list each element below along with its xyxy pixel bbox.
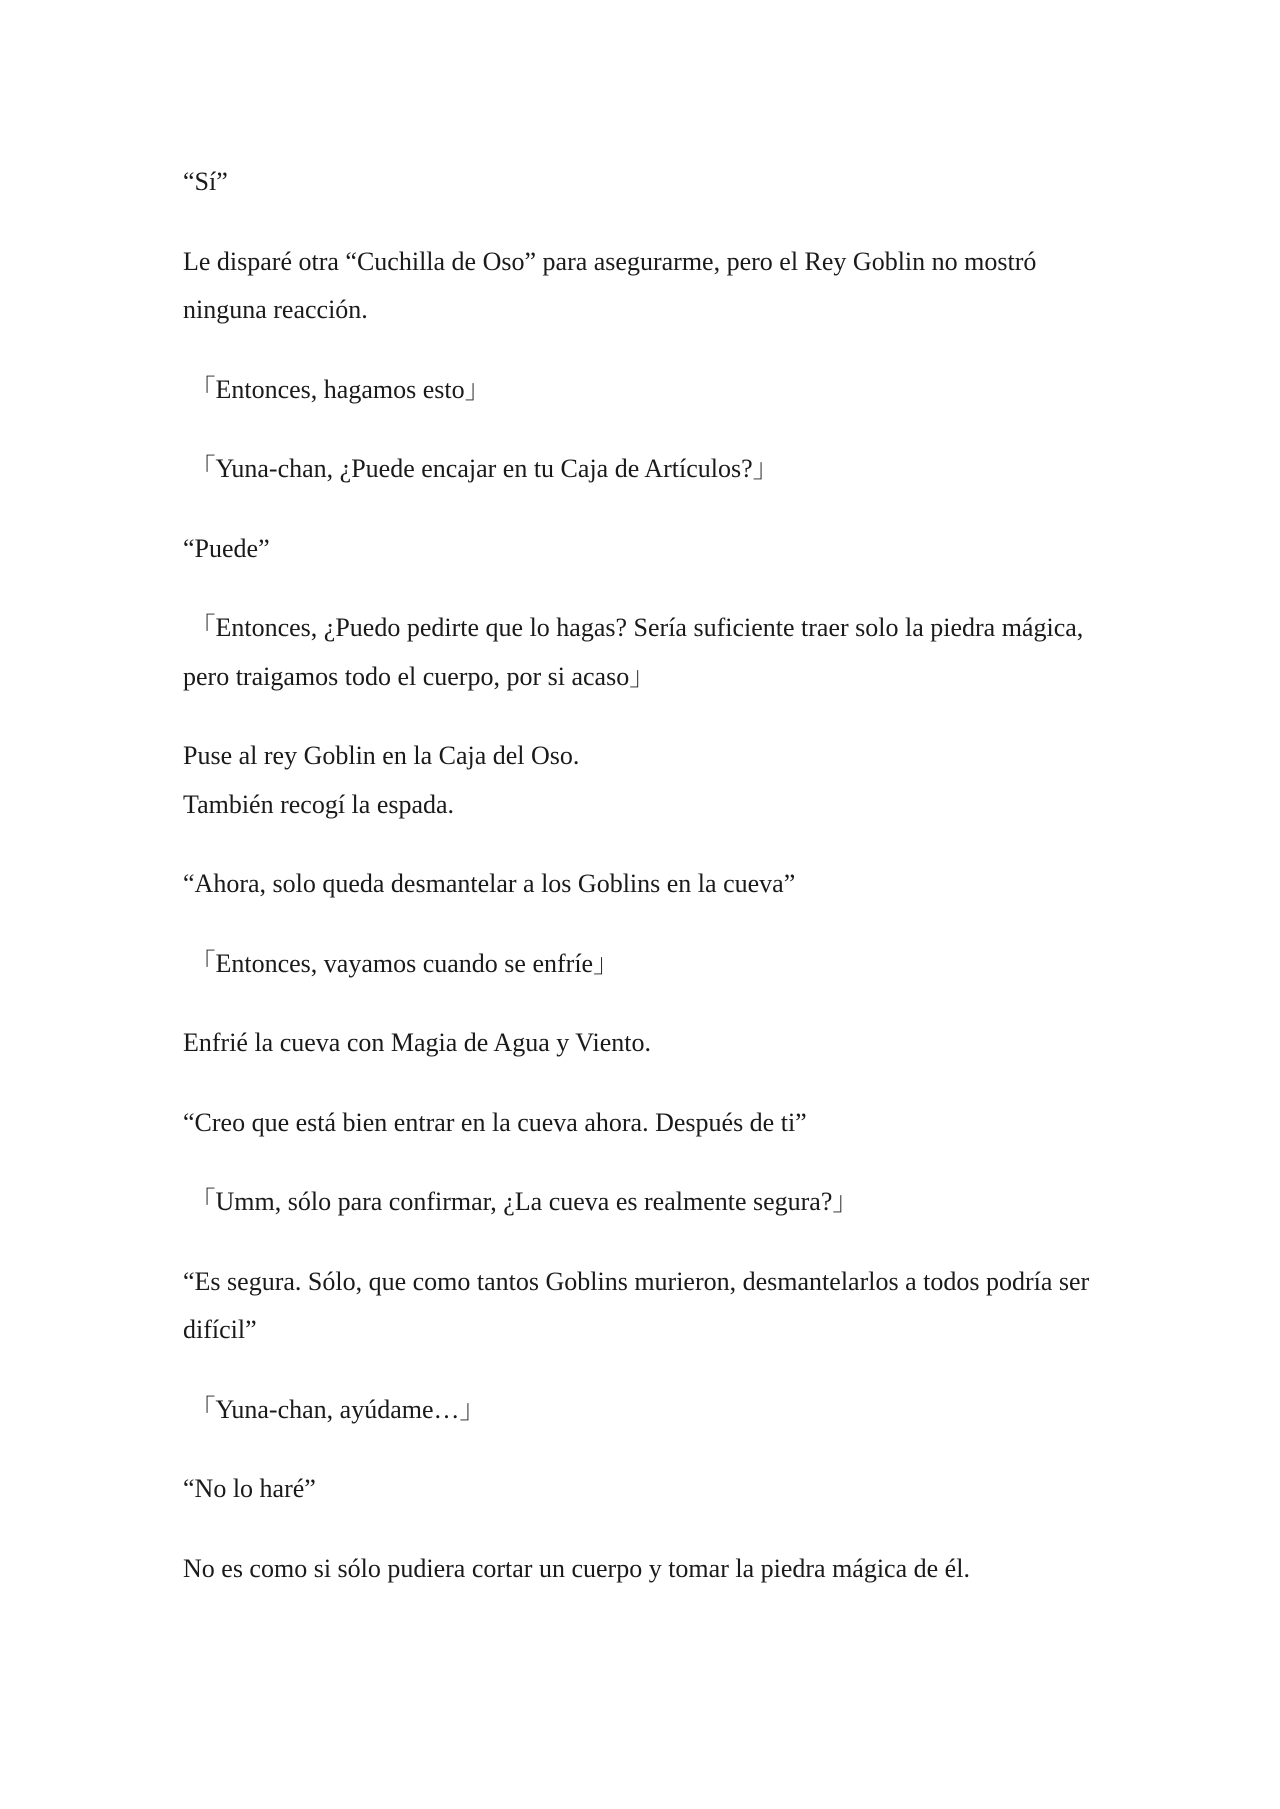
paragraph-15: “No lo haré”	[183, 1474, 316, 1503]
body-text	[183, 158, 1113, 1624]
paragraph-1: “Sí”	[183, 167, 228, 196]
paragraph-12: 「Umm, sólo para confirmar, ¿La cueva es realmente segura?」	[183, 1187, 859, 1216]
paragraph-10: Enfrié la cueva con Magia de Agua y Viento.	[183, 1028, 651, 1057]
paragraph-7: Puse al rey Goblin en la Caja del Oso. También recogí la espada.	[183, 741, 580, 819]
paragraph-5: “Puede”	[183, 533, 270, 563]
paragraph-4: 「Yuna-chan, ¿Puede encajar en tu Caja de Artículos?」	[183, 454, 779, 483]
paragraph-13: “Es segura. Sólo, que como tantos Goblins murieron, desmantelarlos a todos podría ser difícil”	[183, 1266, 1096, 1344]
paragraph-14: 「Yuna-chan, ayúdame…」	[183, 1394, 486, 1424]
paragraph-2: Le disparé otra “Cuchilla de Oso” para asegurarme, pero el Rey Goblin no mostró ninguna reacción.	[183, 246, 1043, 324]
paragraph-16: No es como si sólo pudiera cortar un cuerpo y tomar la piedra mágica de él.	[183, 1553, 970, 1583]
paragraph-6: 「Entonces, ¿Puedo pedirte que lo hagas? Sería suficiente traer solo la piedra mágica, pero traigamos todo el cuerpo, por si acaso」	[183, 613, 1090, 691]
paragraph-3: 「Entonces, hagamos esto」	[183, 374, 491, 404]
paragraph-9: 「Entonces, vayamos cuando se enfríe」	[183, 948, 620, 978]
paragraph-8: “Ahora, solo queda desmantelar a los Goblins en la cueva”	[183, 869, 796, 898]
paragraph-11: “Creo que está bien entrar en la cueva ahora. Después de ti”	[183, 1107, 807, 1137]
